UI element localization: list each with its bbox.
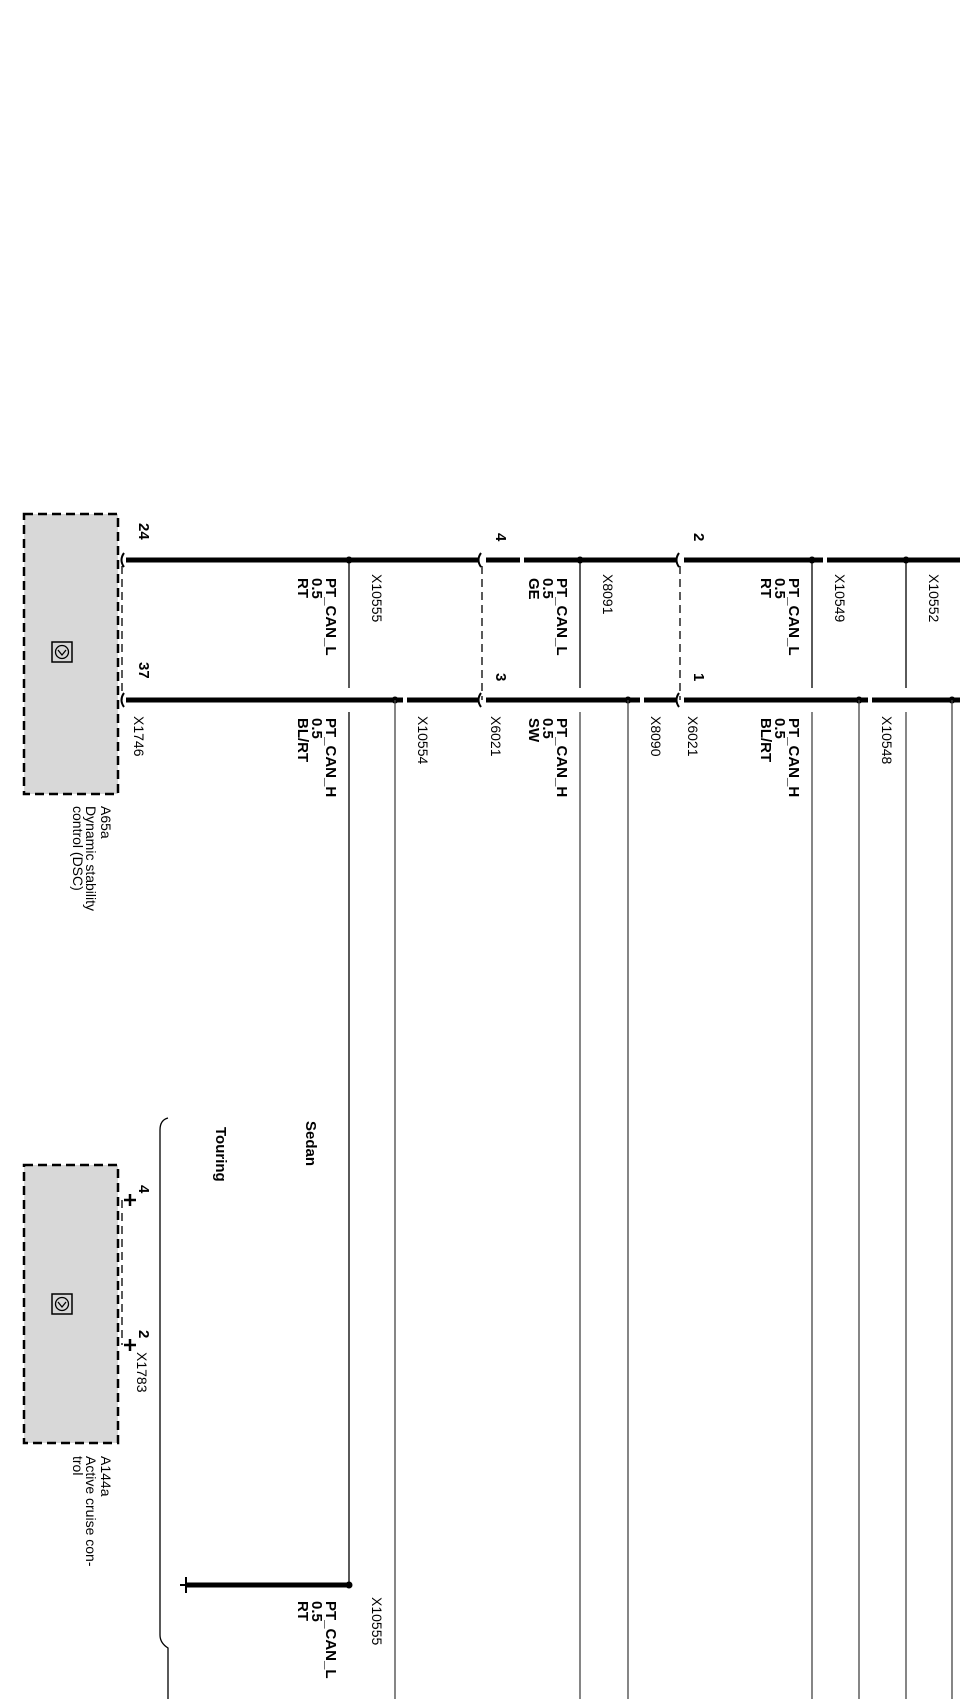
dsc-name-line2: control (DSC) [70,806,86,891]
splice-x10552: X10552 [926,574,942,623]
wire-color: RT [294,1601,311,1621]
dsc-pin-low: 24 [135,523,152,540]
splice-x10549: X10549 [832,574,848,623]
wire-gauge: 0.5 [771,578,788,599]
dsc-ref: A65a [98,806,114,839]
splice-x10548: X10548 [879,716,895,765]
splice-x10554: X10554 [415,716,431,765]
acc-module-box[interactable] [24,1165,118,1443]
bottom-splice-dot [346,1582,353,1589]
acc-name-line2: trol [70,1456,86,1476]
wire-color: RT [294,578,311,598]
wire-signal: PT_CAN_L [785,578,802,656]
can-high-pin-right: 1 [690,673,707,682]
wire-signal: PT_CAN_L [553,578,570,656]
variant-touring-label: Touring [212,1127,229,1182]
splice-x10555: X10555 [369,574,385,623]
wire-gauge: 0.5 [539,718,556,739]
acc-ref: A144a [98,1456,114,1497]
acc-connector-label: X1783 [134,1352,150,1393]
wire-signal: PT_CAN_H [322,718,339,798]
wire-gauge: 0.5 [308,718,325,739]
dsc-name-line1: Dynamic stability [83,806,99,912]
wire-gauge: 0.5 [308,1601,325,1622]
acc-pin-b: 2 [135,1330,152,1339]
can-high-pin-left: 3 [492,673,509,682]
can-high-connector-right: X6021 [685,716,701,757]
wire-color: BL/RT [757,718,774,763]
wire-gauge: 0.5 [539,578,556,599]
acc-pin-a: 4 [135,1185,152,1194]
dsc-module-box[interactable] [24,514,118,794]
wire-signal: PT_CAN_L [322,1601,339,1679]
can-low-pin-right: 2 [690,533,707,542]
variant-brace-touring [160,1118,168,1635]
wire-color: SW [525,718,542,743]
splice-dots [346,557,956,704]
dsc-connector-label: X1746 [131,716,147,757]
dsc-pin-high: 37 [135,662,152,679]
can-high-connector-left: X6021 [488,716,504,757]
bottom-splice-label: X10555 [369,1597,385,1646]
wire-color: GE [525,578,542,600]
pin-connector-glyphs [122,553,680,707]
splice-x8091: X8091 [600,574,616,615]
can-low-pin-left: 4 [492,533,509,542]
acc-name-line1: Active cruise con- [83,1456,99,1567]
acc-pin-stubs [124,1194,136,1351]
splice-x8090: X8090 [648,716,664,757]
wire-color: BL/RT [294,718,311,763]
bottom-branch-connector [180,1577,192,1593]
wire-signal: PT_CAN_H [553,718,570,798]
wire-gauge: 0.5 [308,578,325,599]
variant-brace-sedan [160,1635,168,1699]
wire-color: RT [757,578,774,598]
wire-signal: PT_CAN_L [322,578,339,656]
variant-sedan-label: Sedan [302,1121,319,1167]
wire-gauge: 0.5 [771,718,788,739]
wire-signal: PT_CAN_H [785,718,802,798]
